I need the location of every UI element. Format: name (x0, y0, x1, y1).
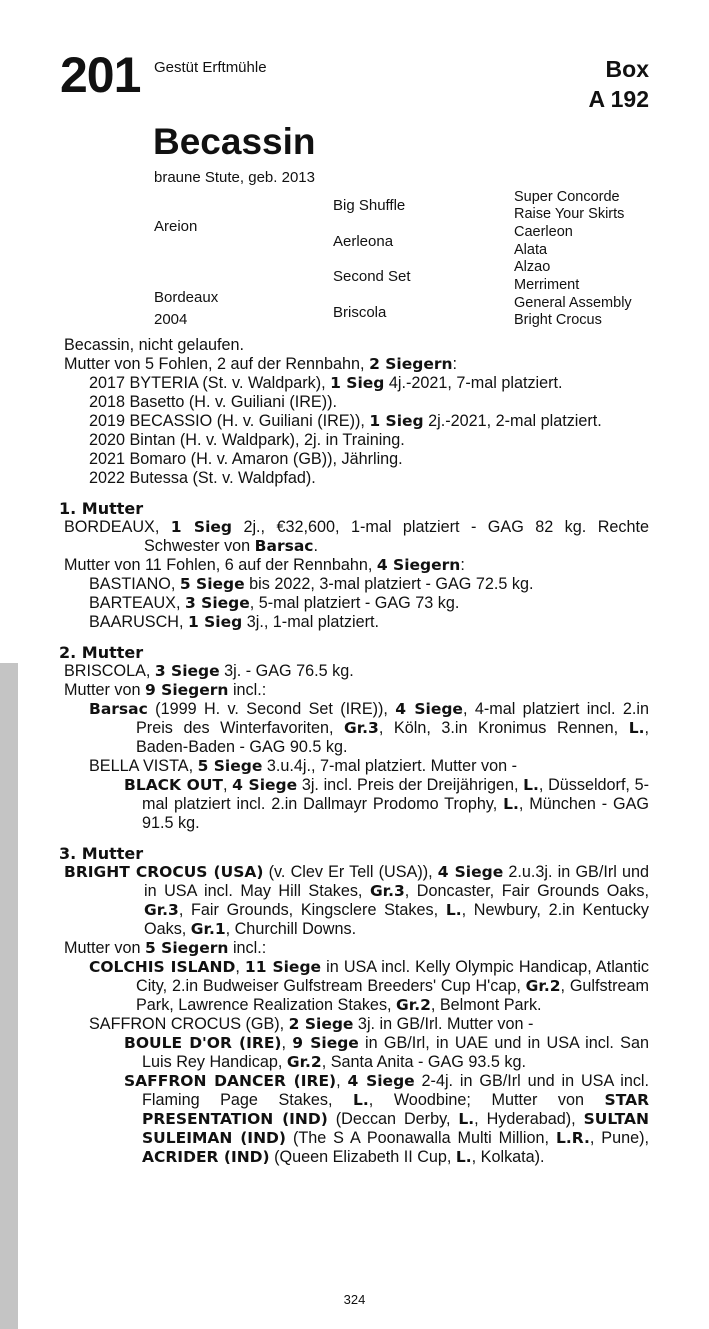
pedigree-dam-sire: Second Set (333, 268, 411, 285)
third-dam-offspring-1: COLCHIS ISLAND, 11 Siege in USA incl. Kelly Olympic Handicap, Atlantic City, 2.in Budweiser Gulfstream Breeders' Cup H'cap, Gr.2, Gulfstream Park, Lawrence Realization Stakes, Gr.2, Belmont Park. (89, 958, 650, 1014)
second-dam-offspring-1: Barsac (1999 H. v. Second Set (IRE)), 4 Siege, 4-mal platziert incl. 2.in Preis des Winterfavoriten, Gr.3, Köln, 3.in Kronimus Rennen, L., Baden-Baden - GAG 90.5 kg. (89, 700, 650, 756)
section-third-dam-heading: 3. Mutter (59, 844, 144, 863)
first-dam-offspring-1: BASTIANO, 5 Siege bis 2022, 3-mal platziert - GAG 72.5 kg. (89, 575, 534, 593)
first-dam-offspring-3: BAARUSCH, 1 Sieg 3j., 1-mal platziert. (89, 613, 379, 631)
pedigree-gg-8: Bright Crocus (514, 312, 602, 328)
foal-2022: 2022 Butessa (St. v. Waldpfad). (89, 469, 316, 487)
box-label (588, 54, 649, 114)
pedigree-gg-2: Raise Your Skirts (514, 206, 625, 222)
box-number: A 192 (588, 86, 649, 112)
box-line1: Box (605, 56, 649, 82)
pedigree-gg-1: Super Concorde (514, 189, 620, 205)
lot-number: 201 (60, 47, 141, 103)
horse-description: braune Stute, geb. 2013 (154, 169, 315, 186)
pedigree-dam-year: 2004 (154, 311, 188, 328)
pedigree-sire-dam: Aerleona (333, 233, 394, 250)
first-dam-record: BORDEAUX, 1 Sieg 2j., €32,600, 1-mal platziert - GAG 82 kg. Rechte Schwester von Barsac. (64, 518, 650, 555)
dam-produce-summary: Mutter von 5 Fohlen, 2 auf der Rennbahn, 2 Siegern: (64, 355, 458, 373)
third-dam-grand-offspring-2: SAFFRON DANCER (IRE), 4 Siege 2-4j. in GB/Irl und in USA incl. Flaming Page Stakes, L., Woodbine; Mutter von STAR PRESENTATION (IND) (Deccan Derby, L., Hyderabad), SULTAN SULEIMAN (IND) (The S A Poonawalla Multi Million, L.R., Pune), ACRIDER (IND) (Queen Elizabeth II Cup, L., Kolkata). (124, 1072, 650, 1166)
foal-2021: 2021 Bomaro (H. v. Amaron (GB)), Jährling. (89, 450, 403, 468)
foal-2017: 2017 BYTERIA (St. v. Waldpark), 1 Sieg 4j.-2021, 7-mal platziert. (89, 374, 563, 392)
pedigree-dam: Bordeaux (154, 289, 219, 306)
page-number: 324 (343, 1292, 366, 1307)
pedigree-gg-4: Alata (514, 242, 548, 258)
pedigree-gg-7: General Assembly (514, 295, 632, 311)
pedigree-gg-5: Alzao (514, 259, 551, 275)
first-dam-offspring-2: BARTEAUX, 3 Siege, 5-mal platziert - GAG 73 kg. (89, 594, 460, 612)
side-tab-bar (0, 663, 18, 1329)
pedigree-sire-sire: Big Shuffle (333, 197, 406, 214)
third-dam-grand-offspring-1: BOULE D'OR (IRE), 9 Siege in GB/Irl, in UAE und in USA incl. San Luis Rey Handicap, Gr.2, Santa Anita - GAG 93.5 kg. (124, 1034, 649, 1071)
pedigree-sire: Areion (154, 218, 198, 235)
catalogue-body (59, 336, 650, 1167)
third-dam-offspring-2: SAFFRON CROCUS (GB), 2 Siege 3j. in GB/Irl. Mutter von - (89, 1015, 534, 1033)
pedigree-gg-3: Caerleon (514, 224, 573, 240)
first-dam-produce-summary: Mutter von 11 Fohlen, 6 auf der Rennbahn, 4 Siegern: (64, 556, 465, 574)
second-dam-grand-offspring-1: BLACK OUT, 4 Siege 3j. incl. Preis der Dreijährigen, L., Düsseldorf, 5-mal platziert incl. 2.in Dallmayr Prodomo Trophy, L., München - GAG 91.5 kg. (124, 776, 650, 832)
third-dam-record: BRIGHT CROCUS (USA) (v. Clev Er Tell (USA)), 4 Siege 2.u.3j. in GB/Irl und in USA incl. May Hill Stakes, Gr.3, Doncaster, Fair Grounds Oaks, Gr.3, Fair Grounds, Kingsclere Stakes, L., Newbury, 2.in Kentucky Oaks, Gr.1, Churchill Downs. (64, 863, 649, 938)
pedigree-gg-6: Merriment (514, 277, 580, 293)
pedigree-dam-dam: Briscola (333, 304, 387, 321)
second-dam-offspring-2: BELLA VISTA, 5 Siege 3.u.4j., 7-mal platziert. Mutter von - (89, 757, 517, 775)
horse-name: Becassin (153, 121, 316, 162)
second-dam-produce-summary: Mutter von 9 Siegern incl.: (64, 681, 267, 699)
foal-2018: 2018 Basetto (H. v. Guiliani (IRE)). (89, 393, 337, 411)
foal-2020: 2020 Bintan (H. v. Waldpark), 2j. in Training. (89, 431, 405, 449)
second-dam-record: BRISCOLA, 3 Siege 3j. - GAG 76.5 kg. (64, 662, 354, 680)
foal-2019: 2019 BECASSIO (H. v. Guiliani (IRE)), 1 Sieg 2j.-2021, 2-mal platziert. (89, 412, 602, 430)
breeder: Gestüt Erftmühle (154, 59, 267, 76)
section-second-dam-heading: 2. Mutter (59, 643, 144, 662)
third-dam-produce-summary: Mutter von 5 Siegern incl.: (64, 939, 267, 957)
race-record: Becassin, nicht gelaufen. (64, 336, 244, 354)
section-first-dam-heading: 1. Mutter (59, 499, 144, 518)
